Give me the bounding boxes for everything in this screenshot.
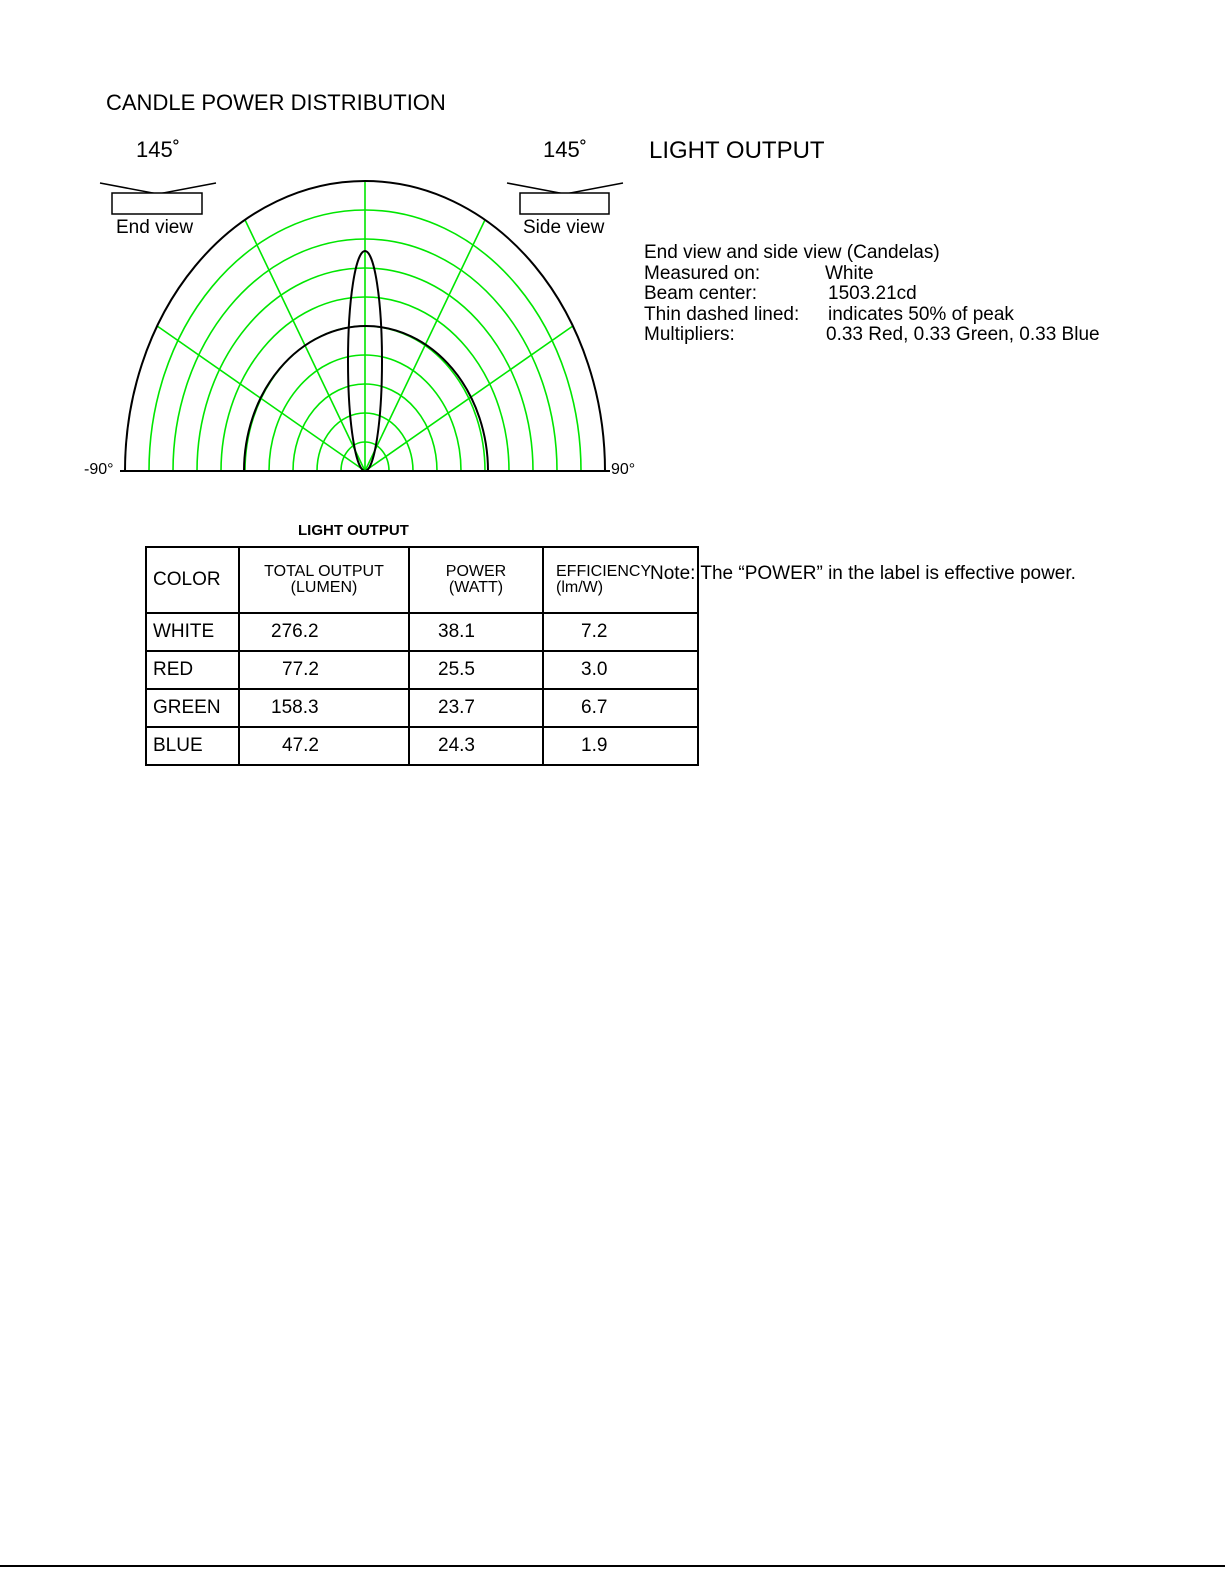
spec-row bbox=[644, 305, 1204, 325]
cell-efficiency: 3.0 bbox=[543, 651, 698, 689]
spec-key: Thin dashed lined: bbox=[644, 303, 800, 325]
end-view-icon bbox=[100, 183, 216, 214]
light-output-table bbox=[145, 546, 699, 766]
specs-block bbox=[644, 243, 1204, 353]
cell-power: 24.3 bbox=[409, 727, 543, 765]
cell-total: 158.3 bbox=[239, 689, 409, 727]
spec-row bbox=[644, 264, 1204, 284]
table-row bbox=[146, 613, 698, 651]
cell-efficiency: 7.2 bbox=[543, 613, 698, 651]
spec-value: indicates 50% of peak bbox=[828, 303, 1014, 325]
side-view-angle: 145˚ bbox=[543, 137, 588, 162]
cell-efficiency: 1.9 bbox=[543, 727, 698, 765]
spec-key: Beam center: bbox=[644, 283, 757, 304]
cell-power: 38.1 bbox=[409, 613, 543, 651]
power-note: Note: The “POWER” in the label is effective power. bbox=[650, 563, 1076, 584]
spec-value: 0.33 Red, 0.33 Green, 0.33 Blue bbox=[826, 324, 1100, 345]
header-total-output: TOTAL OUTPUT (LUMEN) bbox=[239, 547, 409, 613]
side-view-icon bbox=[507, 183, 623, 214]
grid-spoke bbox=[365, 220, 485, 471]
table-row bbox=[146, 727, 698, 765]
page-bottom-rule bbox=[0, 1565, 1225, 1567]
spec-key: Measured on: bbox=[644, 262, 761, 284]
table-row bbox=[146, 689, 698, 727]
cell-power: 23.7 bbox=[409, 689, 543, 727]
candle-power-polar-diagram bbox=[80, 170, 650, 485]
spec-row bbox=[644, 284, 1204, 304]
spec-key: Multipliers: bbox=[644, 324, 735, 345]
cell-color: GREEN bbox=[146, 689, 239, 727]
cell-color: RED bbox=[146, 651, 239, 689]
half-peak-arc bbox=[244, 326, 488, 471]
cell-efficiency: 6.7 bbox=[543, 689, 698, 727]
header-power: POWER (WATT) bbox=[409, 547, 543, 613]
header-color: COLOR bbox=[146, 547, 239, 613]
table-header-row bbox=[146, 547, 698, 613]
light-output-heading: LIGHT OUTPUT bbox=[649, 137, 825, 164]
spec-value: 1503.21cd bbox=[828, 283, 917, 304]
cell-total: 47.2 bbox=[239, 727, 409, 765]
side-view-label: Side view bbox=[523, 217, 605, 238]
cell-power: 25.5 bbox=[409, 651, 543, 689]
header-efficiency: EFFICIENCY (lm/W) bbox=[543, 547, 698, 613]
cell-color: WHITE bbox=[146, 613, 239, 651]
left-limit-label: -90° bbox=[84, 461, 114, 478]
grid-spoke bbox=[365, 326, 573, 471]
end-view-angle: 145˚ bbox=[136, 137, 181, 162]
table-row bbox=[146, 651, 698, 689]
specs-heading: End view and side view (Candelas) bbox=[644, 242, 940, 263]
end-view-label: End view bbox=[116, 217, 194, 238]
spec-row bbox=[644, 325, 1204, 345]
cell-color: BLUE bbox=[146, 727, 239, 765]
cell-total: 77.2 bbox=[239, 651, 409, 689]
spec-value: White bbox=[825, 262, 874, 284]
page-title: CANDLE POWER DISTRIBUTION bbox=[106, 90, 446, 115]
right-limit-label: 90° bbox=[611, 461, 636, 478]
table-title: LIGHT OUTPUT bbox=[298, 522, 409, 539]
cell-total: 276.2 bbox=[239, 613, 409, 651]
